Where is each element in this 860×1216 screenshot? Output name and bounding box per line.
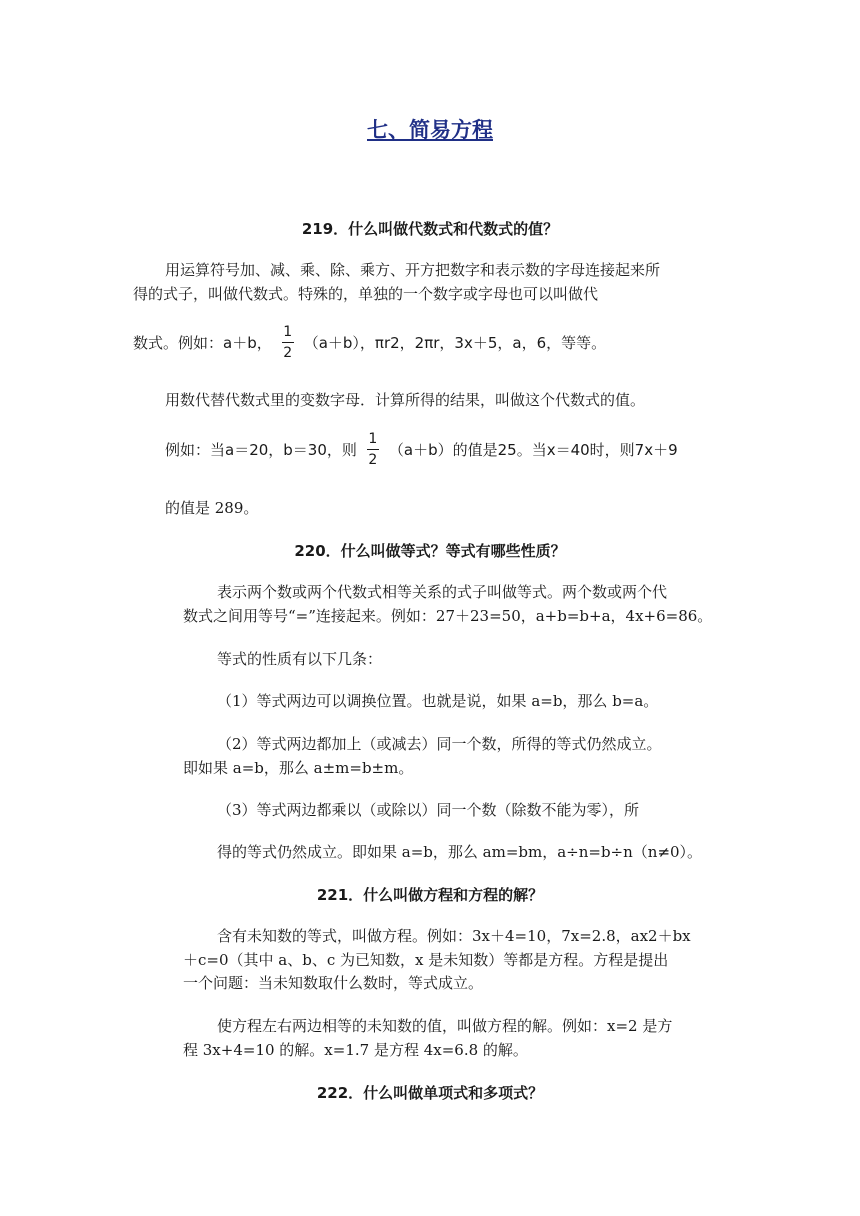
formula-example-2 [165,431,678,468]
paragraph-line: 程 3x+4=10 的解。x=1.7 是方程 4x=6.8 的解。 [183,1041,528,1059]
fraction-denominator: 2 [368,452,378,468]
fraction-denominator: 2 [283,345,293,361]
paragraph-line: 一个问题：当未知数取什么数时，等式成立。 [183,974,484,992]
formula-text: （a＋b），πr2，2πr，3x＋5，a，6，等等。 [303,334,607,352]
paragraph-line: （3）等式两边都乘以（或除以）同一个数（除数不能为零），所 [217,801,640,819]
question-222-heading: 222．什么叫做单项式和多项式？ [316,1084,544,1102]
paragraph-line: 等式的性质有以下几条： [217,650,383,668]
fraction-half [367,431,379,468]
question-220-heading: 220．什么叫做等式？等式有哪些性质？ [294,542,566,560]
paragraph-line: 用数代替代数式里的变数字母．计算所得的结果，叫做这个代数式的值。 [165,391,646,409]
paragraph-line: 用运算符号加、减、乘、除、乘方、开方把数字和表示数的字母连接起来所 [165,261,661,279]
fraction-bar [282,342,294,343]
paragraph-line: （1）等式两边可以调换位置。也就是说，如果 a=b，那么 b=a。 [217,692,659,710]
question-221-heading: 221．什么叫做方程和方程的解？ [316,886,544,904]
formula-text: 例如：当a＝20，b＝30，则 [165,441,357,459]
fraction-bar [367,449,379,450]
paragraph-line: （2）等式两边都加上（或减去）同一个数，所得的等式仍然成立。 [217,735,662,753]
paragraph-line: 表示两个数或两个代数式相等关系的式子叫做等式。两个数或两个代 [217,583,668,601]
paragraph-line: 即如果 a=b，那么 a±m=b±m。 [183,759,414,777]
formula-text: 数式。例如：a＋b， [133,334,272,352]
question-219-heading: 219．什么叫做代数式和代数式的值？ [301,220,559,238]
paragraph-line: 得的等式仍然成立。即如果 a=b，那么 am=bm，a÷n=b÷n（n≠0）。 [217,843,703,861]
formula-example-1 [133,324,606,361]
formula-text: （a＋b）的值是25。当x＝40时，则7x＋9 [388,441,678,459]
fraction-numerator: 1 [283,324,293,340]
paragraph-line: ＋c=0（其中 a、b、c 为已知数，x 是未知数）等都是方程。方程是提出 [183,951,669,969]
chapter-title[interactable]: 七、简易方程 [367,118,493,142]
paragraph-line: 使方程左右两边相等的未知数的值，叫做方程的解。例如：x=2 是方 [217,1017,673,1035]
paragraph-line: 的值是 289。 [165,499,259,517]
paragraph-line: 含有未知数的等式，叫做方程。例如：3x＋4=10，7x=2.8，ax2＋bx [217,927,691,945]
fraction-numerator: 1 [368,431,378,447]
fraction-half [282,324,294,361]
paragraph-line: 数式之间用等号“=”连接起来。例如：27＋23=50，a+b=b+a，4x+6=86。 [183,607,713,625]
paragraph-line: 得的式子，叫做代数式。特殊的，单独的一个数字或字母也可以叫做代 [133,285,599,303]
